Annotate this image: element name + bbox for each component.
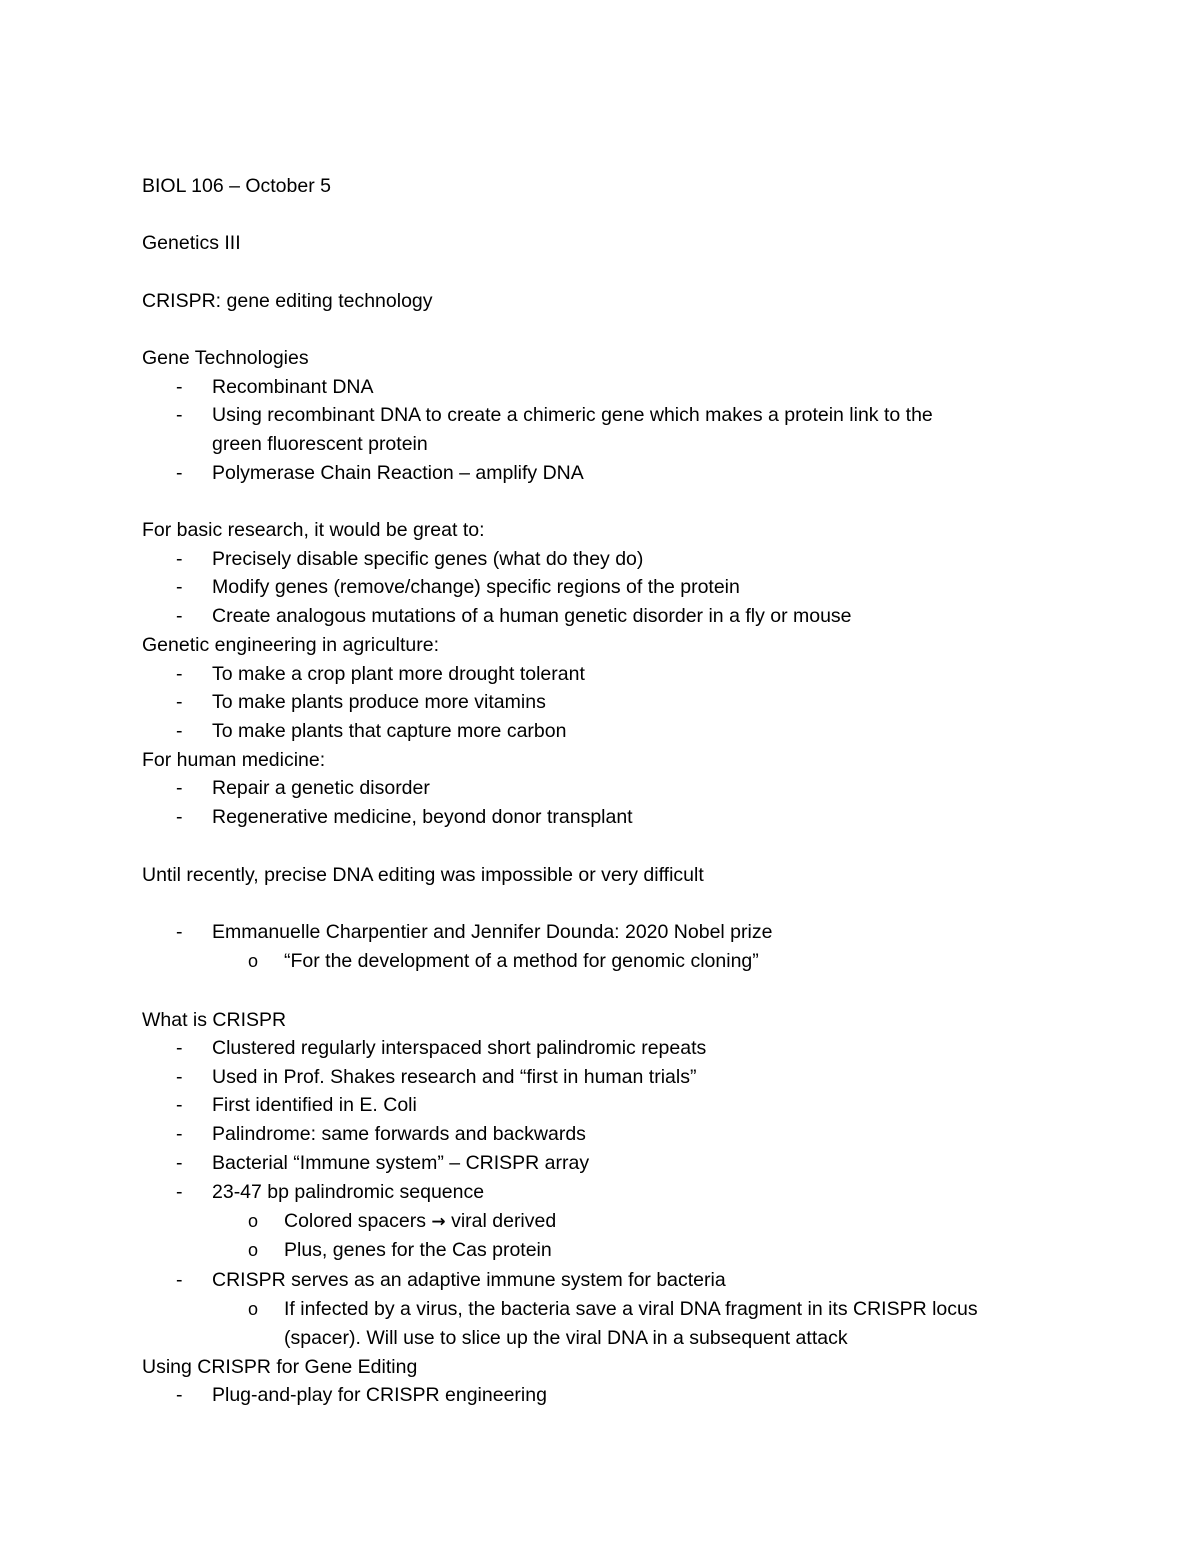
dash-bullet: -	[176, 605, 183, 627]
dash-bullet: -	[176, 576, 183, 598]
dash-bullet: -	[176, 806, 183, 828]
dash-bullet: -	[176, 1269, 183, 1291]
dash-bullet: -	[176, 548, 183, 570]
dash-bullet: -	[176, 1384, 183, 1406]
circle-bullet: o	[248, 951, 259, 971]
circle-bullet: o	[248, 1240, 259, 1260]
dash-bullet: -	[176, 462, 183, 484]
circle-bullet: o	[248, 1299, 259, 1319]
dash-bullet: -	[176, 1094, 183, 1116]
dash-bullet: -	[176, 777, 183, 799]
dash-bullet: -	[176, 1123, 183, 1145]
dash-bullet: -	[176, 921, 183, 943]
dash-bullet: -	[176, 691, 183, 713]
document-page: BIOL 106 – October 5 Genetics III CRISPR: gene editing technology Gene Technologies - Recombinant DNA - Using recombinant DNA to create a chimeric gene which makes a protein link to the green fluorescent protein - Polymerase Chain Reaction – amplify DNA For basic research, it would be great to: - Precisely disable specific genes (what do they do) - Modify genes (remove/change) specific regions of the protein - Create analogous mutations of a human genetic disorder in a fly or mouse Genetic engineering in agriculture: - To make a crop plant more drought tolerant - To make plants produce more vitamins - To make plants that capture more carbon For human medicine: - Repair a genetic disorder - Regenerative medicine, beyond donor transplant Until recently, precise DNA editing was impossible or very difficult - Emmanuelle Charpentier and Jennifer Dounda: 2020 Nobel prize o “For the development of a method for genomic cloning” What is CRISPR - Clustered regularly interspaced short palindromic repeats - Used in Prof. Shakes research and “first in human trials” - First identified in E. Coli - Palindrome: same forwards and backwards - Bacterial “Immune system” – CRISPR array - 23-47 bp palindromic sequence o Colored spacers → viral derived o Plus, genes for the Cas protein - CRISPR serves as an adaptive immune system for bacteria o If infected by a virus, the bacteria save a viral DNA fragment in its CRISPR locus (spacer). Will use to slice up the viral DNA in a subsequent attack Using CRISPR for Gene Editing - Plug-and-play for CRISPR engineering	[0, 0, 1200, 1553]
dash-bullet: -	[176, 663, 183, 685]
dash-bullet: -	[176, 1066, 183, 1088]
dash-bullet: -	[176, 1037, 183, 1059]
dash-bullet: -	[176, 1152, 183, 1174]
dash-bullet: -	[176, 1181, 183, 1203]
arrow-right-icon: →	[431, 1212, 446, 1232]
dash-bullet: -	[176, 720, 183, 742]
dash-bullet: -	[176, 404, 183, 426]
circle-bullet: o	[248, 1211, 259, 1231]
dash-bullet: -	[176, 376, 183, 398]
